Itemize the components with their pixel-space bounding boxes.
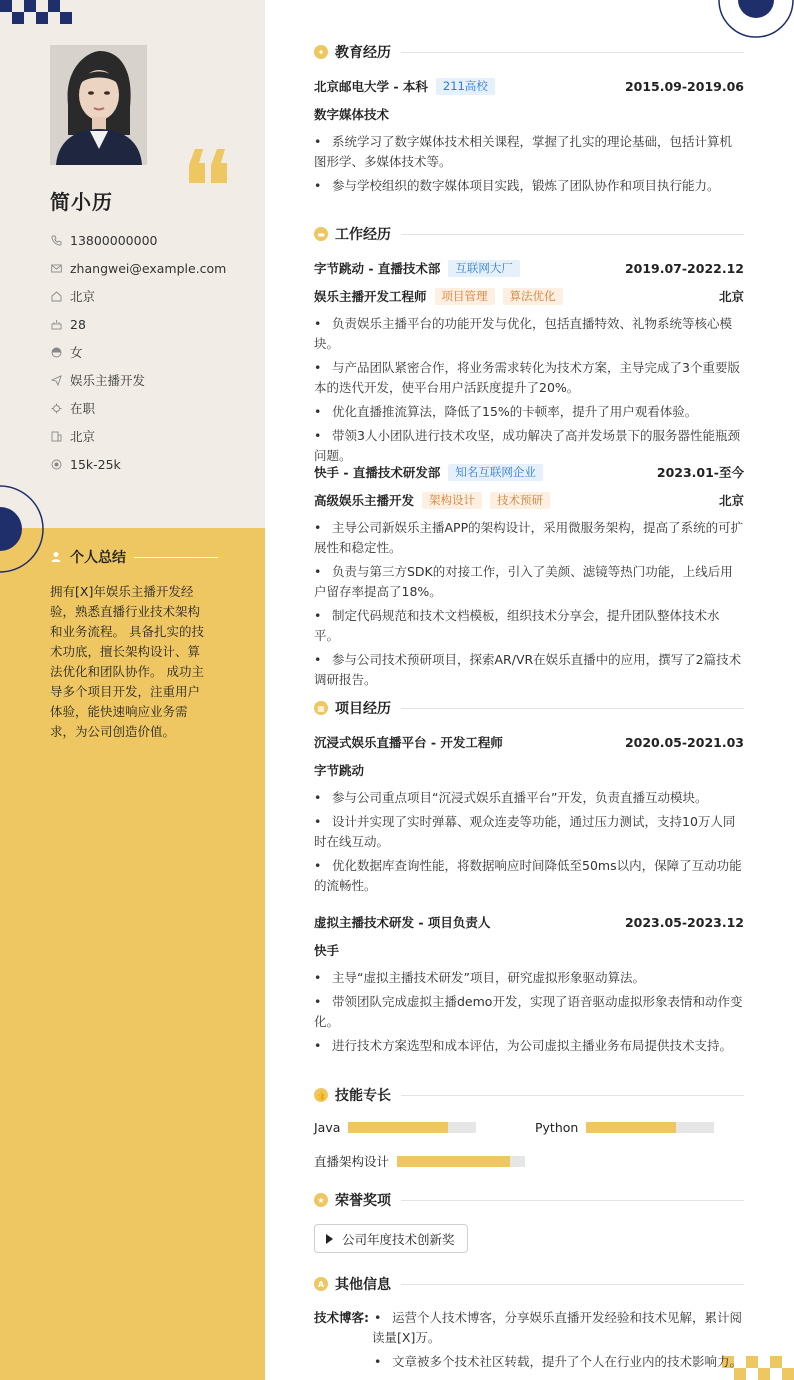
education-school: 北京邮电大学 - 本科	[314, 79, 428, 94]
list-item: • 与产品团队紧密合作，将业务需求转化为技术方案，主导完成了3个重要版本的迭代开发，使平台用户活跃度提升了20%。	[314, 358, 744, 398]
job-2-row	[314, 463, 744, 481]
skill-bar-fill	[348, 1122, 448, 1133]
projects-section-header	[314, 698, 744, 718]
info-salary: 15k-25k	[50, 450, 260, 478]
list-item: • 优化直播推流算法，降低了15%的卡顿率，提升了用户观看体验。	[314, 402, 744, 422]
info-age: 28	[50, 310, 260, 338]
info-icon: A	[314, 1277, 328, 1291]
list-item: • 主导公司新娱乐主播APP的架构设计，采用微服务架构，提高了系统的可扩展性和稳定性。	[314, 518, 744, 558]
project-name: 沉浸式娱乐直播平台 - 开发工程师	[314, 735, 503, 750]
salary-icon	[50, 458, 62, 470]
project-org: 快手	[314, 943, 340, 958]
list-item: • 主导“虚拟主播技术研发”项目，研究虚拟形象驱动算法。	[314, 968, 744, 988]
job-2-position-row	[314, 491, 744, 509]
list-item: • 制定代码规范和技术文档模板，组织技术分享会，提升团队整体技术水平。	[314, 606, 744, 646]
skill-bar	[586, 1122, 714, 1133]
phone-icon	[50, 234, 62, 246]
person-icon	[50, 551, 62, 563]
job-location: 北京	[718, 493, 744, 508]
summary-header	[50, 547, 218, 567]
list-item: • 带领3人小团队进行技术攻坚，成功解决了高并发场景下的服务器性能瓶颈问题。	[314, 426, 744, 466]
job-skill-tag: 算法优化	[503, 288, 563, 305]
list-item: • 设计并实现了实时弹幕、观众连麦等功能，通过压力测试，支持10万人同时在线互动。	[314, 812, 744, 852]
award-name: 公司年度技术创新奖	[342, 1231, 455, 1247]
info-phone: 13800000000	[50, 226, 260, 254]
profile-name: 简小历	[50, 190, 113, 214]
skill-name: 直播架构设计	[314, 1154, 390, 1169]
skill-python	[535, 1120, 714, 1135]
job-tag: 知名互联网企业	[448, 464, 543, 481]
circle-decoration-left	[0, 485, 44, 573]
project-1-row	[314, 733, 744, 751]
project-org: 字节跳动	[314, 763, 365, 778]
other-label: 技术博客:	[314, 1310, 369, 1325]
job-date: 2023.01-至今	[656, 465, 744, 480]
education-title: 教育经历	[335, 45, 391, 61]
education-bullets	[314, 132, 744, 200]
work-section-header	[314, 224, 744, 244]
job-skill-tag: 项目管理	[435, 288, 495, 305]
job-skill-tag: 架构设计	[422, 492, 482, 509]
award-icon: ★	[314, 1193, 328, 1207]
play-icon	[326, 1234, 333, 1244]
award-item	[314, 1224, 468, 1253]
other-title: 其他信息	[335, 1277, 391, 1293]
skill-name: Java	[314, 1120, 341, 1135]
mail-icon	[50, 262, 62, 274]
list-item: • 系统学习了数字媒体技术相关课程，掌握了扎实的理论基础，包括计算机图形学、多媒体技术等。	[314, 132, 744, 172]
list-item: • 负责娱乐主播平台的功能开发与优化，包括直播特效、礼物系统等核心模块。	[314, 314, 744, 354]
list-item: • 文章被多个技术社区转载，提升了个人在行业内的技术影响力。	[372, 1352, 744, 1372]
list-item: • 参与公司重点项目“沉浸式娱乐直播平台”开发，负责直播互动模块。	[314, 788, 744, 808]
job-1-position-row	[314, 287, 744, 305]
job-1-row	[314, 259, 744, 277]
profile-photo	[50, 45, 147, 165]
home-icon	[50, 290, 62, 302]
projects-title: 项目经历	[335, 701, 391, 717]
awards-section-header	[314, 1190, 744, 1210]
skill-java	[314, 1120, 476, 1135]
job-tag: 互联网大厂	[448, 260, 520, 277]
skill-name: Python	[535, 1120, 579, 1135]
project-name: 虚拟主播技术研发 - 项目负责人	[314, 915, 491, 930]
summary-divider	[134, 557, 218, 558]
contact-info-list	[50, 226, 260, 478]
skills-title: 技能专长	[335, 1088, 391, 1104]
gender-icon	[50, 346, 62, 358]
education-row	[314, 77, 744, 95]
job-2-bullets	[314, 518, 744, 694]
skill-bar	[397, 1156, 525, 1167]
other-section-header	[314, 1274, 744, 1294]
awards-title: 荣誉奖项	[335, 1193, 391, 1209]
status-icon	[50, 402, 62, 414]
project-1-bullets	[314, 788, 744, 900]
education-tag: 211高校	[436, 78, 495, 95]
building-icon	[50, 430, 62, 442]
job-company: 字节跳动 - 直播技术部	[314, 261, 441, 276]
list-item: • 参与公司技术预研项目，探索AR/VR在娱乐直播中的应用，撰写了2篇技术调研报告。	[314, 650, 744, 690]
education-section-header	[314, 42, 744, 62]
job-position: 娱乐主播开发工程师	[314, 289, 427, 304]
list-item: • 运营个人技术博客，分享娱乐直播开发经验和技术见解，累计阅读量[X]万。	[372, 1308, 744, 1348]
education-date: 2015.09-2019.06	[624, 78, 744, 94]
project-date: 2020.05-2021.03	[624, 734, 744, 750]
send-icon	[50, 374, 62, 386]
skills-section-header	[314, 1085, 744, 1105]
project-date: 2023.05-2023.12	[624, 914, 744, 930]
info-city: 北京	[50, 282, 260, 310]
summary-text: 拥有[X]年娱乐主播开发经验，熟悉直播行业技术架构和业务流程。 具备扎实的技术功底，擅长架构设计、算法优化和团队协作。 成功主导多个项目开发，注重用户体验，能快速响应业务需求，为公司创造价值。	[50, 584, 204, 739]
age-icon	[50, 318, 62, 330]
list-item: • 进行技术方案选型和成本评估，为公司虚拟主播业务布局提供技术支持。	[314, 1036, 744, 1056]
skill-bar-fill	[586, 1122, 676, 1133]
info-status: 在职	[50, 394, 260, 422]
thumbs-up-icon: 👍	[314, 1088, 328, 1102]
list-item: • 带领团队完成虚拟主播demo开发，实现了语音驱动虚拟形象表情和动作变化。	[314, 992, 744, 1032]
job-company: 快手 - 直播技术研发部	[314, 465, 441, 480]
info-target-job: 娱乐主播开发	[50, 366, 260, 394]
list-item: • 负责与第三方SDK的对接工作，引入了美颜、滤镜等热门功能，上线后用户留存率提高了18%。	[314, 562, 744, 602]
job-1-bullets	[314, 314, 744, 470]
job-location: 北京	[718, 289, 744, 304]
education-icon: ✦	[314, 45, 328, 59]
project-2-row	[314, 913, 744, 931]
info-gender: 女	[50, 338, 260, 366]
other-bullets	[372, 1308, 744, 1376]
briefcase-icon: ▬	[314, 227, 328, 241]
summary-title: 个人总结	[70, 550, 126, 566]
work-title: 工作经历	[335, 227, 391, 243]
skill-live-arch	[314, 1152, 525, 1170]
education-major: 数字媒体技术	[314, 107, 390, 122]
skill-bar	[348, 1122, 476, 1133]
job-date: 2019.07-2022.12	[624, 260, 744, 276]
checker-decoration-top	[0, 0, 78, 24]
job-position: 高级娱乐主播开发	[314, 493, 415, 508]
quote-icon	[189, 149, 229, 183]
list-item: • 优化数据库查询性能，将数据响应时间降低至50ms以内，保障了互动功能的流畅性。	[314, 856, 744, 896]
project-icon: ▦	[314, 701, 328, 715]
info-work-city: 北京	[50, 422, 260, 450]
circle-decoration-top-right	[718, 0, 794, 38]
skill-bar-fill	[397, 1156, 510, 1167]
job-skill-tag: 技术预研	[490, 492, 550, 509]
project-2-bullets	[314, 968, 744, 1060]
list-item: • 参与学校组织的数字媒体项目实践，锻炼了团队协作和项目执行能力。	[314, 176, 744, 196]
info-email: zhangwei@example.com	[50, 254, 260, 282]
